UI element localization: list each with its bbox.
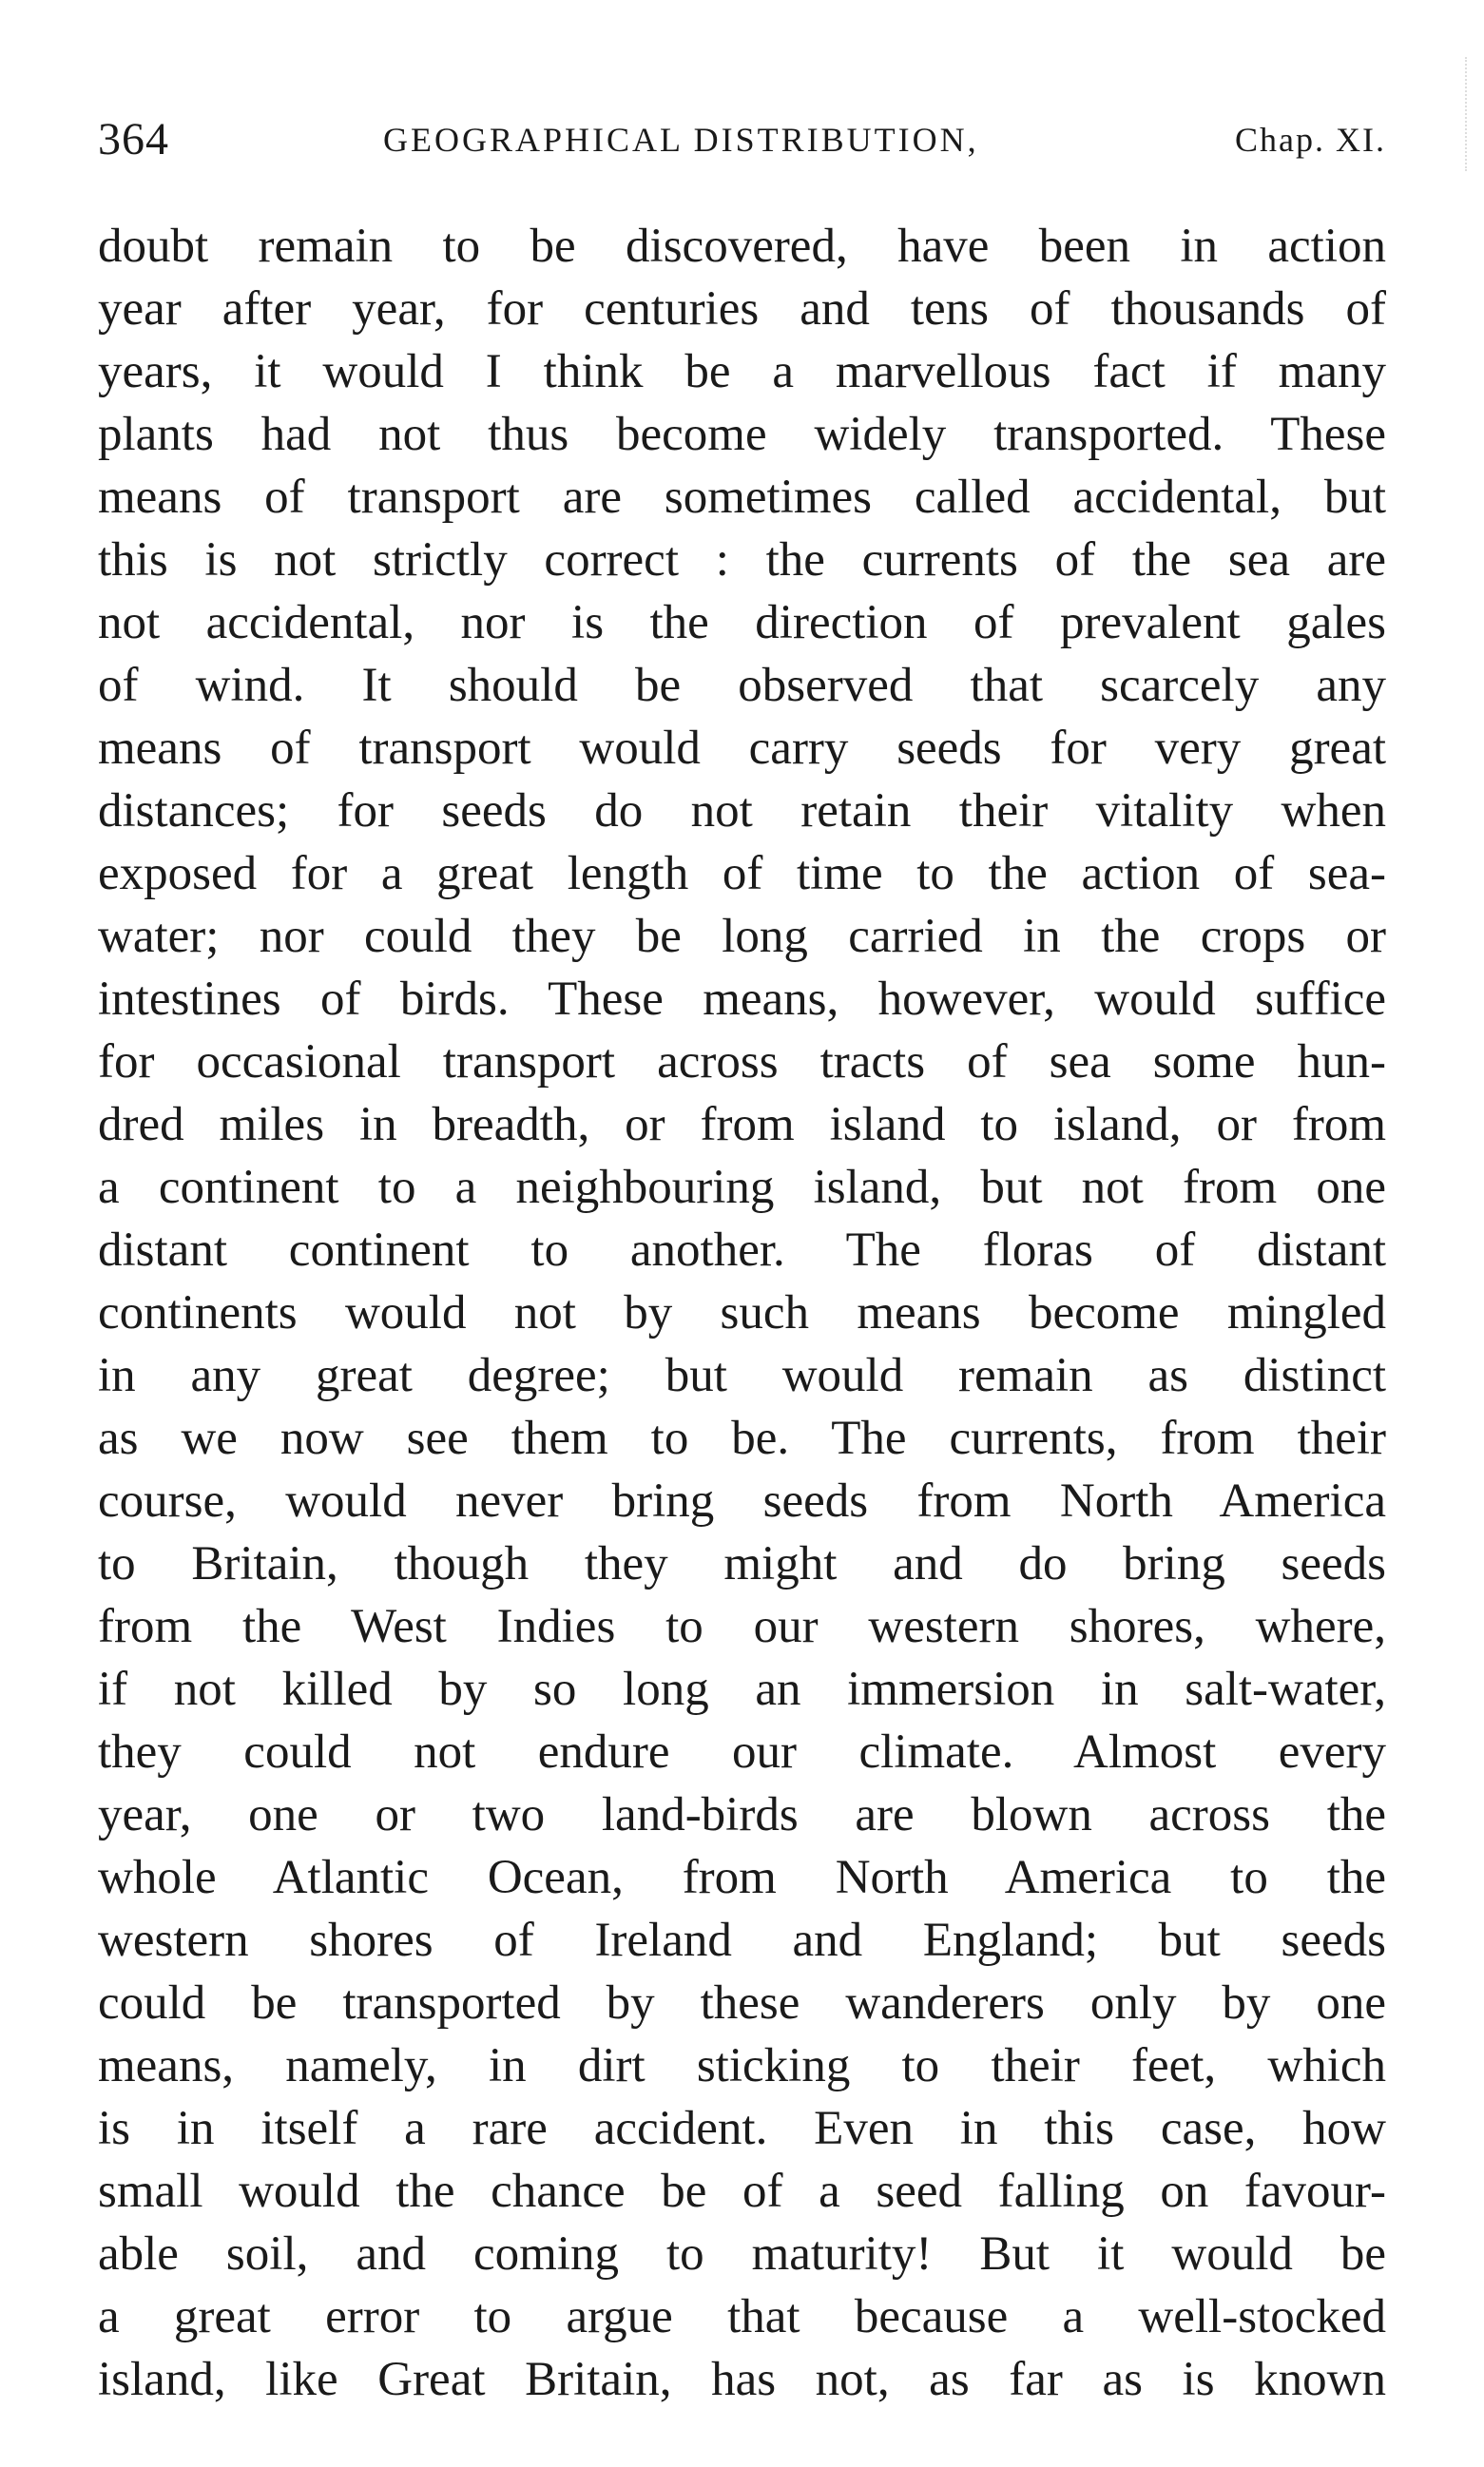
text-line: not accidental, nor is the direction of prevalent gales (98, 596, 1386, 649)
text-line: means of transport are sometimes called accidental, but (98, 471, 1386, 524)
text-line: means of transport would carry seeds for very great (98, 722, 1386, 775)
body-text (98, 215, 1386, 2411)
text-line: for occasional transport across tracts of sea some hun- (98, 1035, 1386, 1089)
running-head (98, 106, 1386, 173)
text-line: year, one or two land-birds are blown across the (98, 1788, 1386, 1841)
text-line: small would the chance be of a seed falling on favour- (98, 2165, 1386, 2218)
text-line: distant continent to another. The floras of distant (98, 1224, 1386, 1277)
text-line: intestines of birds. These means, however, would suffice (98, 973, 1386, 1026)
text-line: is in itself a rare accident. Even in this case, how (98, 2102, 1386, 2155)
text-line: to Britain, though they might and do bring seeds (98, 1537, 1386, 1590)
page-number: 364 (98, 114, 169, 164)
text-line: means, namely, in dirt sticking to their feet, which (98, 2039, 1386, 2092)
page-edge-mark (1459, 57, 1467, 171)
text-line: course, would never bring seeds from North America (98, 1474, 1386, 1528)
text-line: island, like Great Britain, has not, as far as is known (98, 2353, 1386, 2406)
text-line: they could not endure our climate. Almost every (98, 1725, 1386, 1779)
chapter-reference: Chap. XI. (1235, 121, 1386, 159)
text-line: continents would not by such means become mingled (98, 1286, 1386, 1340)
text-line: doubt remain to be discovered, have been in action (98, 220, 1386, 273)
text-line: plants had not thus become widely transported. These (98, 408, 1386, 461)
text-line: able soil, and coming to maturity! But it would be (98, 2227, 1386, 2281)
text-line: exposed for a great length of time to the action of sea- (98, 847, 1386, 900)
running-title: GEOGRAPHICAL DISTRIBUTION, (383, 121, 979, 159)
text-line: distances; for seeds do not retain their vitality when (98, 784, 1386, 838)
text-line: if not killed by so long an immersion in salt-water, (98, 1663, 1386, 1716)
text-line: could be transported by these wanderers only by one (98, 1976, 1386, 2030)
text-line: this is not strictly correct : the currents of the sea are (98, 533, 1386, 587)
text-line: from the West Indies to our western shores, where, (98, 1600, 1386, 1653)
text-line: year after year, for centuries and tens of thousands of (98, 282, 1386, 336)
text-line: a great error to argue that because a well-stocked (98, 2290, 1386, 2343)
text-line: dred miles in breadth, or from island to island, or from (98, 1098, 1386, 1151)
text-line: years, it would I think be a marvellous fact if many (98, 345, 1386, 398)
text-line: western shores of Ireland and England; but seeds (98, 1914, 1386, 1967)
text-line: of wind. It should be observed that scarcely any (98, 659, 1386, 712)
text-line: a continent to a neighbouring island, but not from one (98, 1161, 1386, 1214)
text-line: as we now see them to be. The currents, from their (98, 1412, 1386, 1465)
text-line: in any great degree; but would remain as distinct (98, 1349, 1386, 1402)
text-line: whole Atlantic Ocean, from North America to the (98, 1851, 1386, 1904)
text-line: water; nor could they be long carried in the crops or (98, 910, 1386, 963)
